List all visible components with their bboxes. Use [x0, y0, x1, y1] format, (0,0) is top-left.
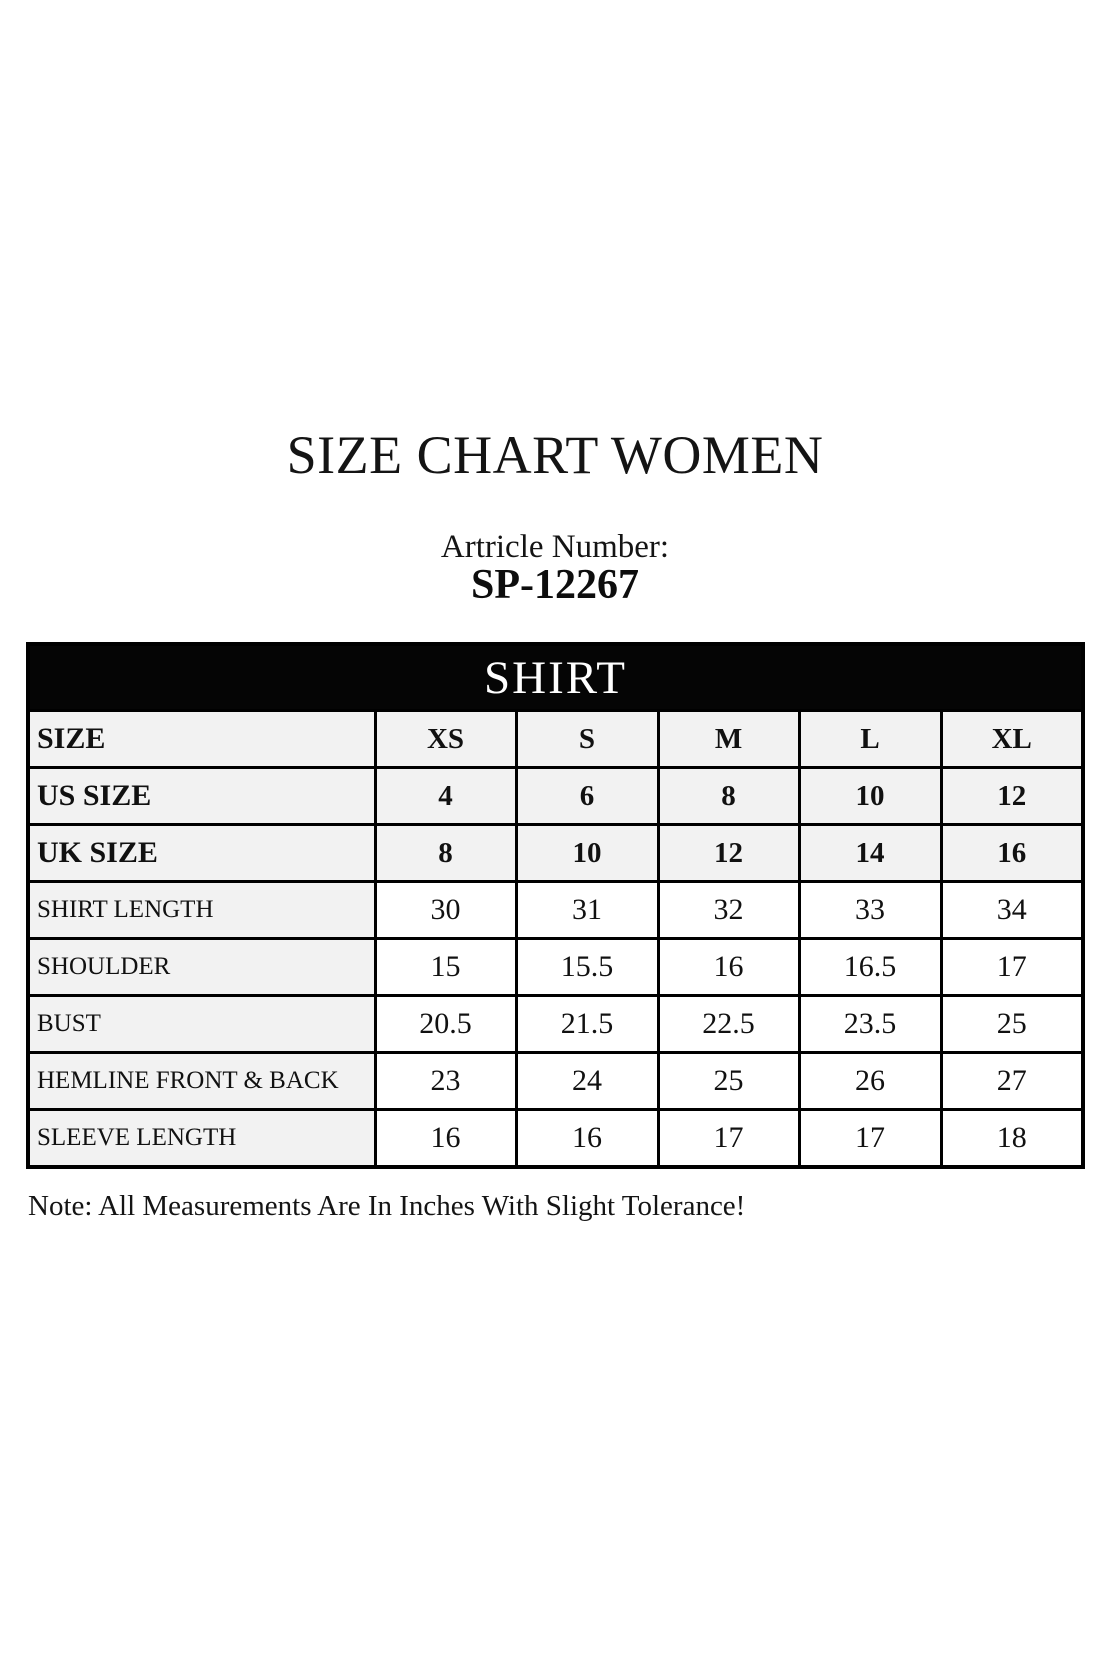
- hemline-l: 26: [799, 1053, 941, 1110]
- shirt-length-l: 33: [799, 882, 941, 939]
- hemline-xl: 27: [941, 1053, 1083, 1110]
- table-row-bust: [28, 996, 1083, 1053]
- row-label: HEMLINE FRONT & BACK: [28, 1053, 375, 1110]
- table-row-hemline: [28, 1053, 1083, 1110]
- bust-xs: 20.5: [375, 996, 516, 1053]
- bust-m: 22.5: [658, 996, 799, 1053]
- sleeve-length-m: 17: [658, 1110, 799, 1167]
- size-l: L: [799, 711, 941, 768]
- table-row-shirt-length: [28, 882, 1083, 939]
- shoulder-l: 16.5: [799, 939, 941, 996]
- hemline-s: 24: [516, 1053, 658, 1110]
- table-row-us-size: [28, 768, 1083, 825]
- measurements-note: Note: All Measurements Are In Inches With Slight Tolerance!: [28, 1190, 746, 1222]
- row-label: SLEEVE LENGTH: [28, 1110, 375, 1167]
- shoulder-xs: 15: [375, 939, 516, 996]
- table-row-uk-size: [28, 825, 1083, 882]
- us-size-m: 8: [658, 768, 799, 825]
- sleeve-length-l: 17: [799, 1110, 941, 1167]
- size-xl: XL: [941, 711, 1083, 768]
- table-row-size: [28, 711, 1083, 768]
- row-label: SHOULDER: [28, 939, 375, 996]
- shirt-length-xs: 30: [375, 882, 516, 939]
- sleeve-length-xl: 18: [941, 1110, 1083, 1167]
- shirt-length-m: 32: [658, 882, 799, 939]
- shoulder-s: 15.5: [516, 939, 658, 996]
- size-s: S: [516, 711, 658, 768]
- us-size-xl: 12: [941, 768, 1083, 825]
- bust-xl: 25: [941, 996, 1083, 1053]
- shirt-length-s: 31: [516, 882, 658, 939]
- table-row-sleeve-length: [28, 1110, 1083, 1167]
- table-title: SHIRT: [28, 644, 1083, 711]
- us-size-s: 6: [516, 768, 658, 825]
- uk-size-s: 10: [516, 825, 658, 882]
- row-label: SHIRT LENGTH: [28, 882, 375, 939]
- size-chart-table: [26, 642, 1085, 1169]
- uk-size-l: 14: [799, 825, 941, 882]
- row-label: US SIZE: [28, 768, 375, 825]
- article-number-label: Artricle Number:: [440, 529, 670, 565]
- bust-l: 23.5: [799, 996, 941, 1053]
- uk-size-xl: 16: [941, 825, 1083, 882]
- uk-size-xs: 8: [375, 825, 516, 882]
- row-label: SIZE: [28, 711, 375, 768]
- shoulder-xl: 17: [941, 939, 1083, 996]
- table-header-row: [28, 644, 1083, 711]
- hemline-m: 25: [658, 1053, 799, 1110]
- page-title: SIZE CHART WOMEN: [286, 425, 824, 485]
- shirt-length-xl: 34: [941, 882, 1083, 939]
- table-row-shoulder: [28, 939, 1083, 996]
- sleeve-length-xs: 16: [375, 1110, 516, 1167]
- row-label: UK SIZE: [28, 825, 375, 882]
- shoulder-m: 16: [658, 939, 799, 996]
- size-m: M: [658, 711, 799, 768]
- sleeve-length-s: 16: [516, 1110, 658, 1167]
- size-chart-table-container: [26, 642, 1085, 1169]
- us-size-l: 10: [799, 768, 941, 825]
- us-size-xs: 4: [375, 768, 516, 825]
- size-xs: XS: [375, 711, 516, 768]
- uk-size-m: 12: [658, 825, 799, 882]
- article-number-value: SP-12267: [471, 562, 639, 608]
- bust-s: 21.5: [516, 996, 658, 1053]
- hemline-xs: 23: [375, 1053, 516, 1110]
- row-label: BUST: [28, 996, 375, 1053]
